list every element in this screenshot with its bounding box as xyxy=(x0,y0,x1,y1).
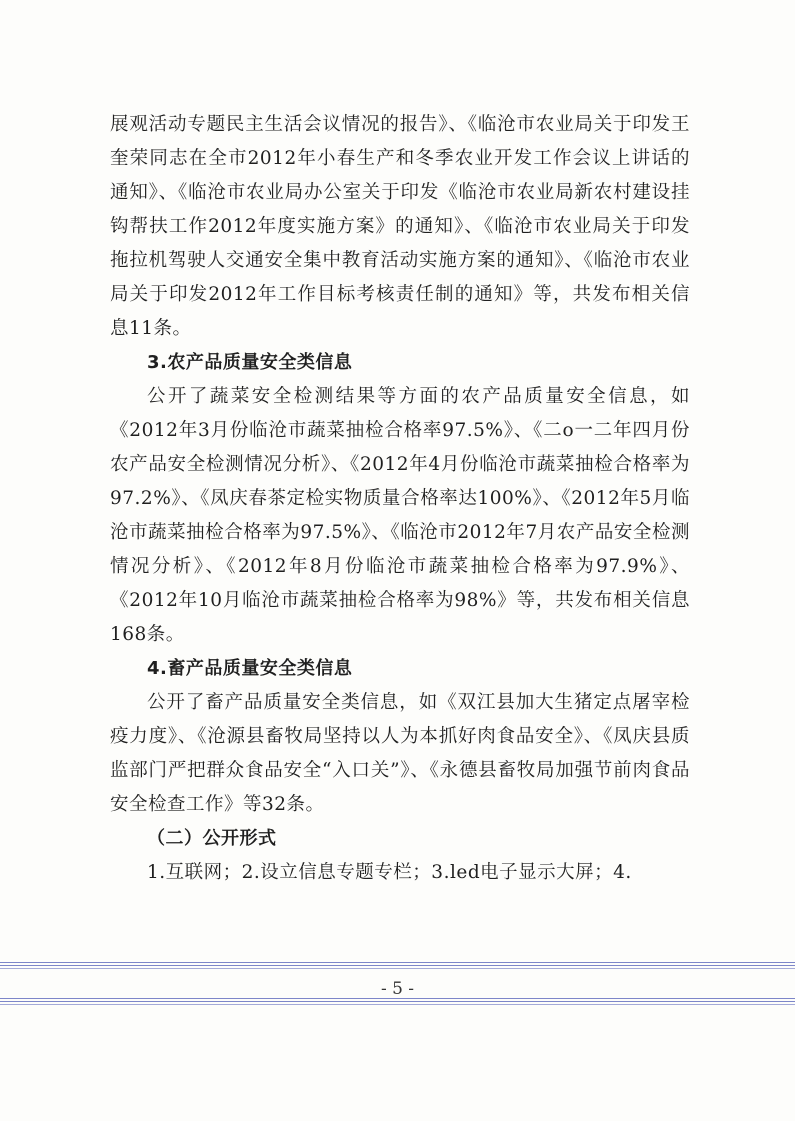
document-body xyxy=(110,108,690,890)
heading-disclosure-form: （二）公开形式 xyxy=(147,828,277,849)
paragraph-livestock-product-safety: 公开了畜产品质量安全类信息，如《双江县加大生猪定点屠宰检疫力度》、《沧源县畜牧局坚持以人为本抓好肉食品安全》、《凤庆县质监部门严把群众食品安全“入口关”》、《永德县畜牧局加强节前肉食品安全检查工作》等32条。 xyxy=(110,692,690,815)
paragraph-notices: 展观活动专题民主生活会议情况的报告》、《临沧市农业局关于印发王奎荣同志在全市2012年小春生产和冬季农业开发工作会议上讲话的通知》、《临沧市农业局办公室关于印发《临沧市农业局新农村建设挂钩帮扶工作2012年度实施方案》的通知》、《临沧市农业局关于印发拖拉机驾驶人交通安全集中教育活动实施方案的通知》、《临沧市农业局关于印发2012年工作目标考核责任制的通知》等，共发布相关信息11条。 xyxy=(110,114,690,339)
page-number: - 5 - xyxy=(380,979,415,999)
heading-agri-product-safety: 3.农产品质量安全类信息 xyxy=(147,352,353,373)
paragraph-agri-product-safety: 公开了蔬菜安全检测结果等方面的农产品质量安全信息，如《2012年3月份临沧市蔬菜抽检合格率97.5%》、《二o一二年四月份农产品安全检测情况分析》、《2012年4月份临沧市蔬菜抽检合格率为97.2%》、《凤庆春茶定检实物质量合格率达100%》、《2012年5月临沧市蔬菜抽检合格率为97.5%》、《临沧市2012年7月农产品安全检测情况分析》、《2012年8月份临沧市蔬菜抽检合格率为97.9%》、《2012年10月临沧市蔬菜抽检合格率为98%》等，共发布相关信息168条。 xyxy=(110,386,690,645)
heading-livestock-product-safety: 4.畜产品质量安全类信息 xyxy=(147,658,353,679)
paragraph-disclosure-form: 1.互联网；2.设立信息专题专栏；3.led电子显示大屏；4. xyxy=(147,862,632,883)
